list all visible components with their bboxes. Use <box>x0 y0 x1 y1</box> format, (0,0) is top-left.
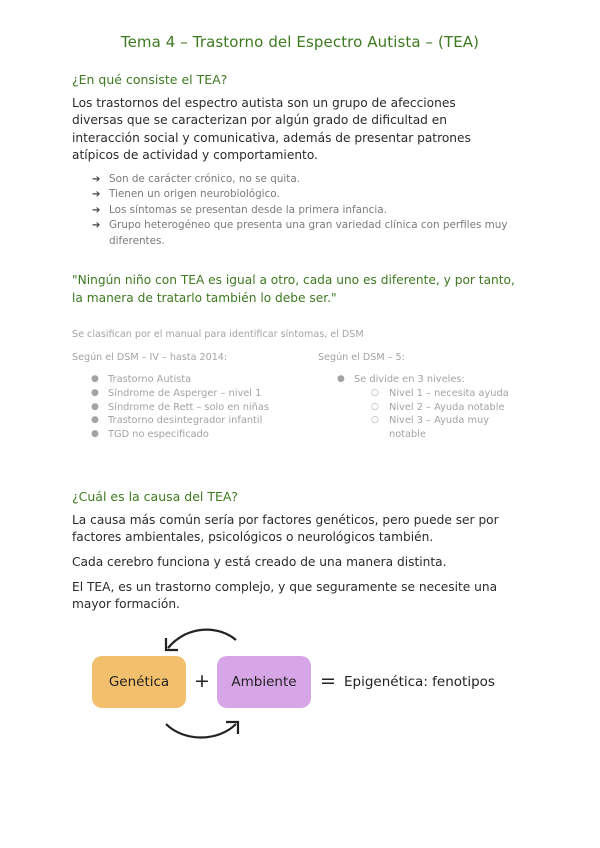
list-item: ● Síndrome de Asperger – nivel 1 <box>91 387 262 399</box>
classification-intro: Se clasifican por el manual para identificar síntomas, el DSM <box>72 329 364 340</box>
paragraph-line: Los trastornos del espectro autista son un grupo de afecciones <box>72 96 456 110</box>
equals-sign: = <box>320 670 336 692</box>
paragraph-line: mayor formación. <box>72 597 180 612</box>
list-item: ○ Nivel 2 – Ayuda notable <box>371 401 505 413</box>
paragraph-line: atípicos de actividad y comportamiento. <box>72 148 318 163</box>
list-item: ● Síndrome de Rett – solo en niñas <box>91 401 269 413</box>
section1-paragraph <box>72 95 534 165</box>
arrow-right-icon: ➔ <box>92 220 101 232</box>
list-item: ➔ Grupo heterogéneo que presenta una gran variedad clínica con perfiles muy diferentes. <box>92 219 508 247</box>
dsm4-heading: Según el DSM – IV – hasta 2014: <box>72 352 228 363</box>
list-item: ● Trastorno Autista <box>91 374 192 385</box>
section2-heading: ¿Cuál es la causa del TEA? <box>72 489 239 504</box>
ambiente-box: Ambiente <box>217 656 311 708</box>
dsm5-list <box>336 373 526 442</box>
page-title: Tema 4 – Trastorno del Espectro Autista – (TEA) <box>120 33 480 51</box>
arrow-right-icon: ➔ <box>92 189 101 201</box>
list-item: ○ Nivel 3 – Ayuda muy notable <box>371 415 490 441</box>
list-item: ➔ Son de carácter crónico, no se quita. <box>92 172 542 187</box>
paragraph-line: diversas que se caracterizan por algún grado de dificultad en <box>72 113 447 128</box>
list-item: ➔ Los síntomas se presentan desde la primera infancia. <box>92 203 542 218</box>
list-item: ● Se divide en 3 niveles: ○ Nivel 1 – necesita ayuda ○ Nivel 2 – Ayuda notable ○ Nivel 3 – Ayuda muy notable <box>336 373 526 442</box>
dsm4-list <box>90 373 300 442</box>
quote-line: la manera de tratarlo también lo debe ser." <box>72 290 337 305</box>
paragraph-line: factores ambientales, psicológicos o neurológicos también. <box>72 530 434 545</box>
bottom-curved-arrow <box>166 724 236 738</box>
list-item: ● TGD no especificado <box>91 429 209 441</box>
paragraph-line: interacción social y comunicativa, además de presentar patrones <box>72 130 471 145</box>
list-item: ➔ Tienen un origen neurobiológico. <box>92 187 542 202</box>
top-curved-arrow <box>168 630 236 648</box>
dsm5-heading: Según el DSM – 5: <box>318 352 405 363</box>
list-item: ● Trastorno desintegrador infantil <box>91 415 263 427</box>
characteristics-list <box>92 172 542 249</box>
quote-line: "Ningún niño con TEA es igual a otro, cada uno es diferente, y por tanto, <box>72 273 515 287</box>
result-text: Epigenética: fenotipos <box>344 674 495 690</box>
complexity-paragraph <box>72 579 534 614</box>
arrow-right-icon: ➔ <box>92 204 101 216</box>
plus-sign: + <box>194 670 210 692</box>
paragraph-line: La causa más común sería por factores genéticos, pero puede ser por <box>72 513 499 527</box>
paragraph-line: El TEA, es un trastorno complejo, y que seguramente se necesite una <box>72 580 498 594</box>
brain-paragraph: Cada cerebro funciona y está creado de una manera distinta. <box>72 555 447 569</box>
arrow-right-icon: ➔ <box>92 174 101 185</box>
quote <box>72 272 540 307</box>
section1-heading: ¿En qué consiste el TEA? <box>72 72 228 87</box>
levels-list <box>354 387 526 442</box>
list-item: ○ Nivel 1 – necesita ayuda <box>371 387 509 399</box>
genetica-box: Genética <box>92 656 186 708</box>
cause-paragraph <box>72 512 534 547</box>
